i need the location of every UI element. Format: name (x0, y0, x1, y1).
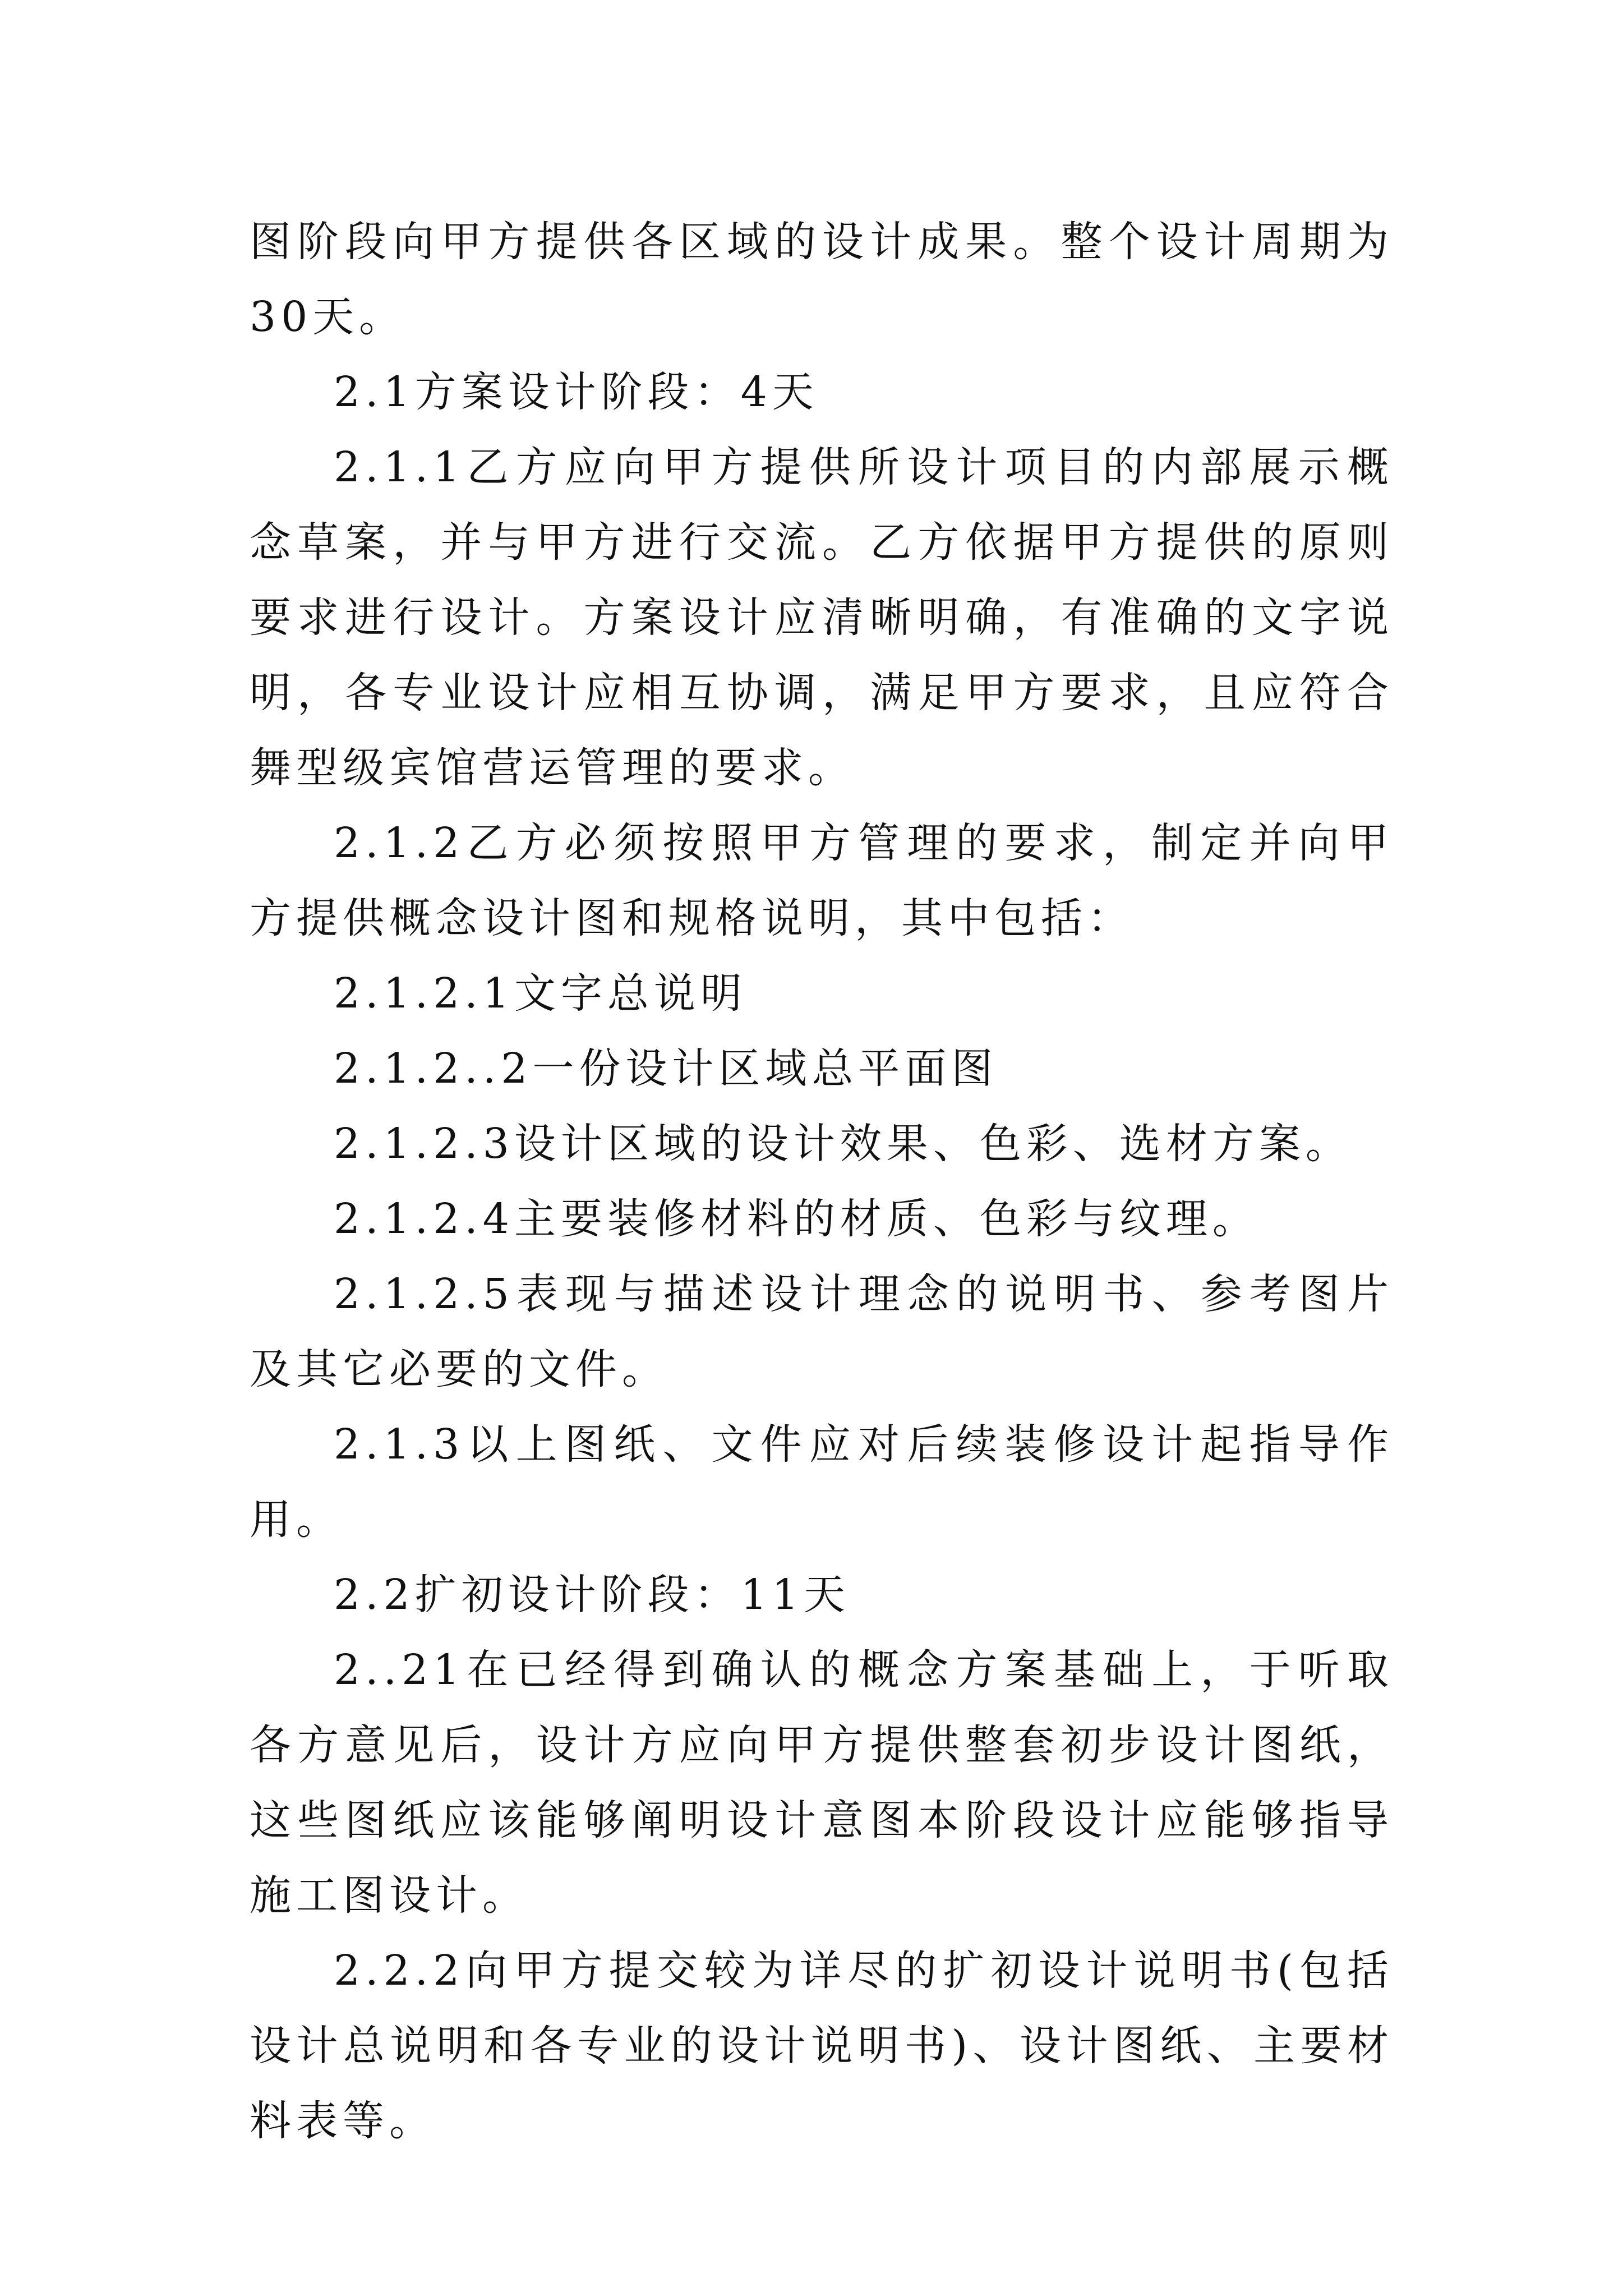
paragraph-2-1-1: 2.1.1乙方应向甲方提供所设计项目的内部展示概念草案，并与甲方进行交流。乙方依据甲方提供的原则要求进行设计。方案设计应清晰明确，有准确的文字说明，各专业设计应相互协调，满足甲方要求，且应符合舞型级宾馆营运管理的要求。 (250, 443, 1394, 792)
paragraph-2-1-3: 2.1.3以上图纸、文件应对后续装修设计起指导作用。 (250, 1420, 1394, 1544)
paragraph-2-1-2: 2.1.2乙方必须按照甲方管理的要求，制定并向甲方提供概念设计图和规格说明，其中包括： (250, 819, 1394, 942)
paragraph-continuation: 图阶段向甲方提供各区域的设计成果。整个设计周期为30天。 (250, 218, 1394, 341)
list-item-2-1-2-1: 2.1.2.1文字总说明 (334, 969, 747, 1018)
list-item-2-1-2-4: 2.1.2.4主要装修材料的材质、色彩与纹理。 (334, 1195, 1259, 1243)
paragraph-2-2-2: 2.2.2向甲方提交较为详尽的扩初设计说明书(包括设计总说明和各专业的设计说明书)、设计图纸、主要材料表等。 (250, 1947, 1394, 2145)
document-body (250, 204, 1394, 2159)
section-2-1-heading: 2.1方案设计阶段：4天 (334, 368, 819, 416)
paragraph-2-2-1: 2..21在已经得到确认的概念方案基础上，于听取各方意见后，设计方应向甲方提供整套初步设计图纸，这些图纸应该能够阐明设计意图本阶段设计应能够指导施工图设计。 (250, 1646, 1394, 1920)
section-2-2-heading: 2.2扩初设计阶段：11天 (334, 1571, 850, 1619)
list-item-2-1-2-3: 2.1.2.3设计区域的设计效果、色彩、选材方案。 (334, 1120, 1352, 1168)
list-item-2-1-2-2: 2.1.2..2一份设计区域总平面图 (334, 1045, 998, 1093)
list-item-2-1-2-5: 2.1.2.5表现与描述设计理念的说明书、参考图片及其它必要的文件。 (250, 1270, 1394, 1393)
